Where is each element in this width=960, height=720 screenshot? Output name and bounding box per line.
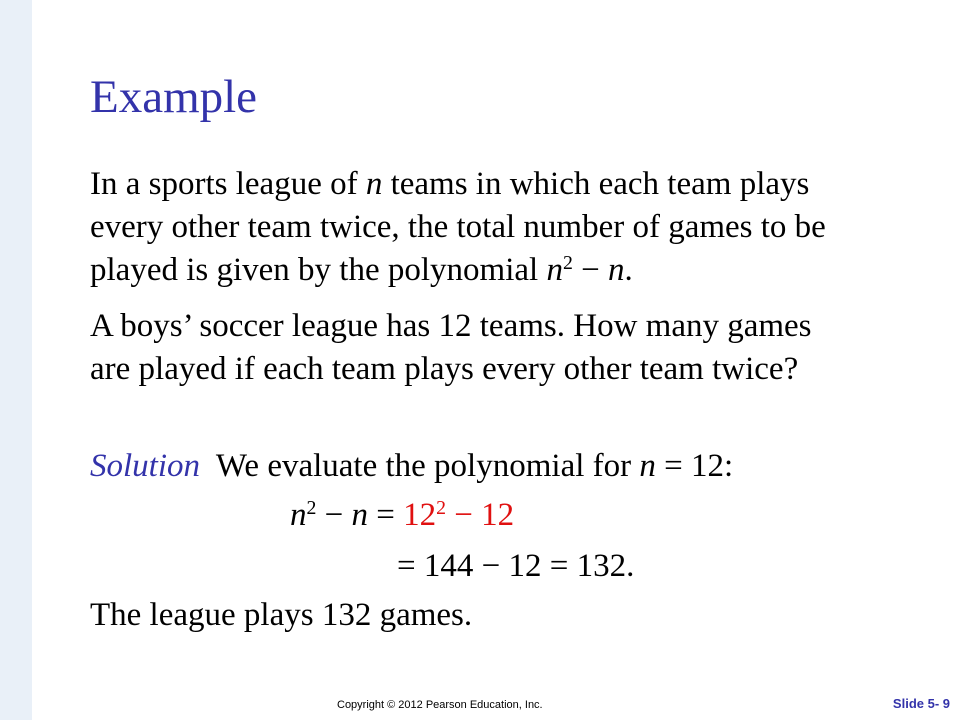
eq1-minus2: − — [446, 497, 482, 533]
left-accent-band — [0, 0, 32, 720]
solution-var-n: n — [639, 448, 656, 484]
solution-label: Solution — [90, 448, 201, 484]
eq1-exponent: 2 — [306, 497, 317, 520]
para1-line3-var-n2: n — [607, 252, 625, 288]
para2-line1: A boys’ soccer league has 12 teams. How many games — [90, 308, 812, 344]
conclusion-text: The league plays 132 games. — [90, 597, 473, 633]
solution-line — [90, 445, 940, 488]
equation-line-2: = 144 − 12 = 132. — [397, 548, 635, 584]
footer-slide-number: Slide 5- 9 — [892, 696, 950, 711]
para1-line1-text-a: In a sports league of — [90, 166, 366, 202]
equation-line-1 — [290, 494, 514, 537]
problem-paragraph — [90, 163, 940, 292]
para2-line2: are played if each team plays every other team twice? — [90, 351, 799, 387]
solution-rest: = 12: — [655, 448, 734, 484]
footer-copyright: Copyright © 2012 Pearson Education, Inc. — [337, 699, 543, 711]
eq1-substitution — [403, 497, 514, 533]
para1-line3 — [90, 249, 940, 292]
eq1-var-n2: n — [351, 497, 369, 533]
eq1-exponent2: 2 — [436, 497, 447, 520]
solution-text: We evaluate the polynomial for — [200, 448, 640, 484]
para1-line3-minus: − — [572, 252, 608, 288]
para1-line2: every other team twice, the total number of games to be — [90, 209, 826, 245]
para1-line1-text-b: teams in which each team plays — [382, 166, 810, 202]
para1-line1-var-n: n — [365, 166, 383, 202]
eq1-minus: − — [316, 497, 352, 533]
para1-line3-text-a: played is given by the polynomial — [90, 252, 547, 288]
eq1-equals: = — [368, 497, 404, 533]
para1-line3-var-n: n — [546, 252, 563, 288]
eq1-value: 12 — [481, 497, 515, 533]
para1-line3-exponent: 2 — [562, 252, 573, 275]
question-paragraph — [90, 305, 940, 391]
para1-line3-period: . — [624, 252, 633, 288]
eq1-base: 12 — [403, 497, 437, 533]
slide-title: Example — [90, 71, 258, 123]
para1-line1 — [90, 163, 940, 206]
eq1-var-n: n — [290, 497, 307, 533]
